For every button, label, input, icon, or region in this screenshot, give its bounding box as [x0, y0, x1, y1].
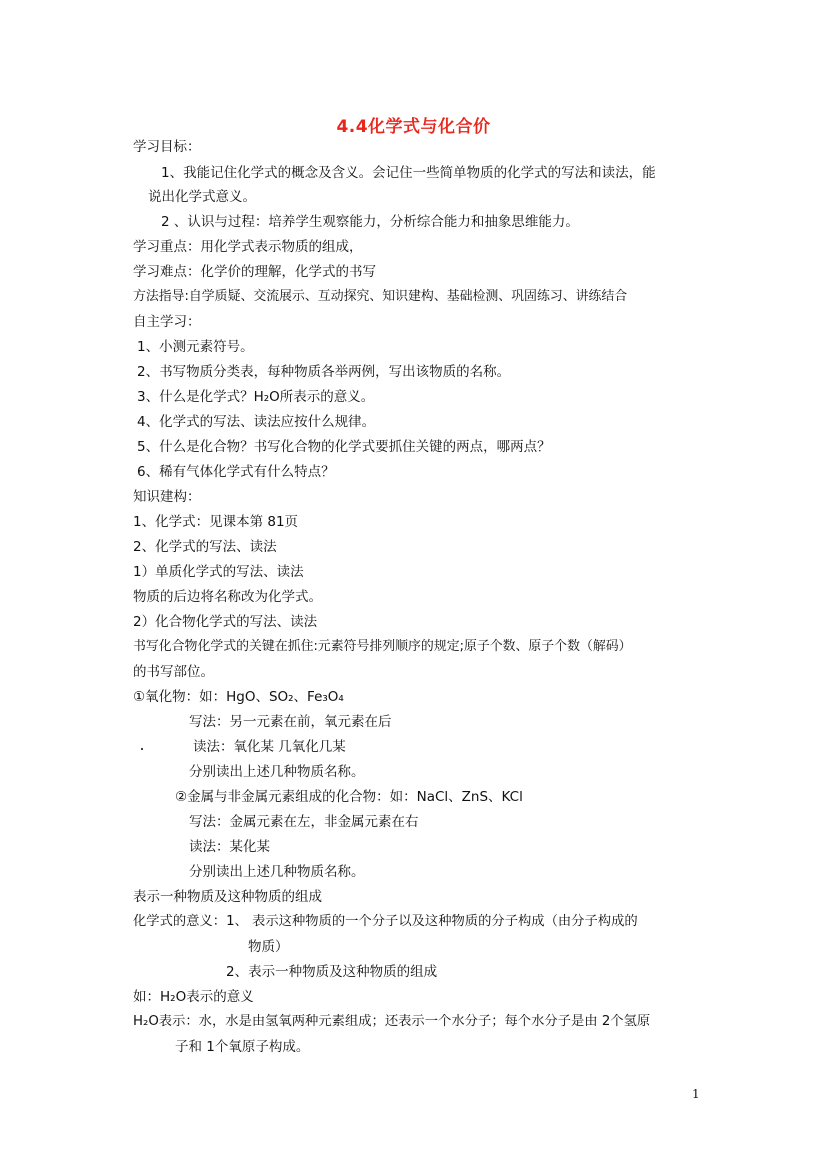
text-line: 物质的后边将名称改为化学式。: [133, 589, 322, 605]
text-line: 学习重点：用化学式表示物质的组成，: [133, 239, 363, 255]
text-line: 知识建构：: [133, 489, 201, 505]
text-line: 说出化学式意义。: [148, 189, 256, 205]
text-line: 6、稀有气体化学式有什么特点？: [137, 464, 335, 480]
text-line: 自主学习：: [133, 314, 201, 330]
text-line: 1、我能记住化学式的概念及含义。会记住一些简单物质的化学式的写法和读法，能: [161, 165, 656, 181]
text-line: 2、书写物质分类表，每种物质各举两例，写出该物质的名称。: [137, 364, 511, 380]
text-line: 2）化合物化学式的写法、读法: [133, 614, 318, 630]
text-line: 4、化学式的写法、读法应按什么规律。: [137, 414, 376, 430]
text-line: 分别读出上述几种物质名称。: [189, 864, 365, 880]
text-line: 方法指导:自学质疑、交流展示、互动探究、知识建构、基础检测、巩固练习、讲练结合: [133, 289, 628, 304]
text-line: 物质）: [248, 939, 289, 955]
text-line: ①氧化物：如：HgO、SO₂、Fe₃O₄: [133, 689, 344, 705]
document-title: 4.4化学式与化合价: [336, 117, 491, 137]
text-line: 如：H₂O表示的意义: [133, 989, 254, 1005]
text-line: 5、什么是化合物？书写化合物的化学式要抓住关键的两点，哪两点？: [137, 439, 551, 455]
text-line: 2、化学式的写法、读法: [133, 539, 277, 555]
text-line: 2、表示一种物质及这种物质的组成: [226, 964, 438, 980]
text-line: 写法：金属元素在左，非金属元素在右: [189, 814, 419, 830]
text-line: H₂O表示：水，水是由氢氧两种元素组成；还表示一个水分子；每个水分子是由 2个氢原: [133, 1014, 651, 1029]
text-line: ②金属与非金属元素组成的化合物：如：NaCl、ZnS、KCl: [175, 789, 523, 805]
text-line: 子和 1个氧原子构成。: [175, 1039, 310, 1055]
text-line: 书写化合物化学式的关键在抓住:元素符号排列顺序的规定;原子个数、原子个数（解码）: [133, 639, 632, 654]
text-line: 学习目标：: [133, 139, 201, 155]
text-line: 读法：氧化某 几氧化几某: [193, 739, 346, 755]
text-line: 1、小测元素符号。: [137, 339, 254, 355]
stray-dot: [141, 748, 143, 750]
text-line: 读法：某化某: [189, 839, 270, 855]
text-line: 化学式的意义：1、 表示这种物质的一个分子以及这种物质的分子构成（由分子构成的: [133, 914, 638, 929]
text-line: 写法：另一元素在前，氧元素在后: [189, 714, 392, 730]
text-line: 1）单质化学式的写法、读法: [133, 564, 304, 580]
text-line: 3、什么是化学式？H₂O所表示的意义。: [137, 389, 375, 405]
page-number: 1: [692, 1087, 700, 1101]
text-line: 2 、认识与过程：培养学生观察能力，分析综合能力和抽象思维能力。: [161, 214, 579, 230]
text-line: 学习难点：化学价的理解，化学式的书写: [133, 264, 376, 280]
text-line: 1、化学式：见课本第 81页: [133, 514, 299, 530]
text-line: 表示一种物质及这种物质的组成: [133, 889, 322, 905]
text-line: 分别读出上述几种物质名称。: [189, 764, 365, 780]
text-line: 的书写部位。: [133, 664, 214, 680]
